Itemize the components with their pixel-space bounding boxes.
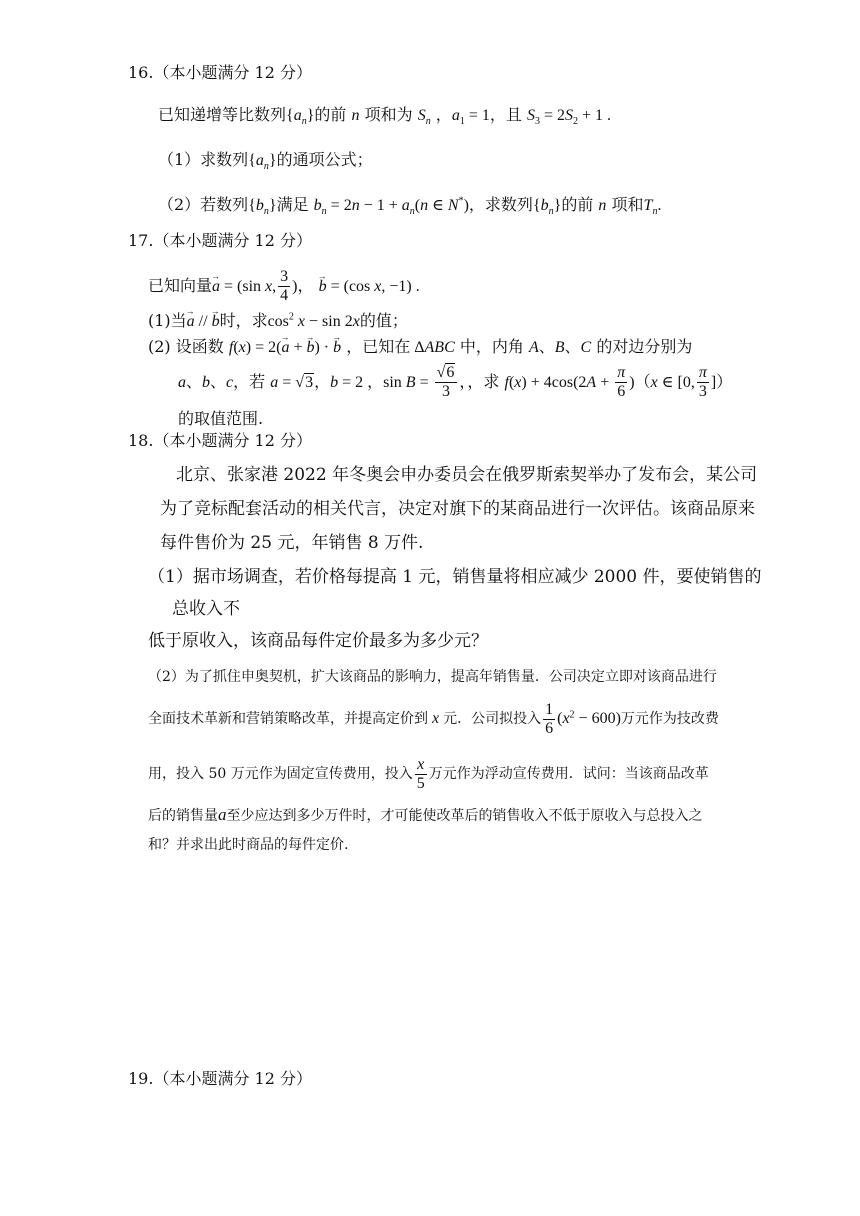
fraction-pi-6: $\frac{\pi}{6}$ [617, 364, 626, 400]
q17-part1: (1)当→ a // → b时，求$\cos^2 x - \sin 2x$的值； [148, 310, 408, 333]
q18-para-line2: 为了竞标配套活动的相关代言，决定对旗下的某商品进行一次评估。该商品原来 [160, 499, 755, 519]
fraction-sqrt6-3: $\frac{√6}{3}$ [435, 364, 458, 401]
q18-part2-line4: 后的销售量a至少应达到多少万件时，才可能使改革后的销售收入不低于原收入与总投入之 [148, 805, 703, 824]
q18-header: 18.（本小题满分 12 分） [128, 431, 312, 450]
q17-intro: 已知向量→ a = (sin x, $\frac{3}{4}$ )， → b = (cos x, −1) . [148, 266, 420, 307]
q18-part2-line1: （2）为了抓住申奥契机，扩大该商品的影响力，提高年销售量．公司决定立即对该商品进行 [148, 669, 717, 685]
fraction-3-4: $\frac{3}{4}$ [280, 268, 289, 304]
q18-para-line3: 每件售价为 25 元，年销售 8 万件. [160, 533, 424, 553]
q19-header: 19.（本小题满分 12 分） [128, 1069, 312, 1088]
q17-part2-line2: a、b、c，若 a = √3，b = 2 ，sin B = $\frac{√6}{3}$ ，，求 f(x) + 4cos(2A + $\frac{\pi}{6}$ )（x ∈ [0, $\frac{\pi}{3}$ ]） [178, 364, 733, 400]
q18-part2-line3: 用，投入 50 万元作为固定宣传费用，投入 $\frac{x}{5}$ 万元作为浮动宣传费用．试问：当该商品改革 [148, 755, 709, 792]
fraction-1-6: $\frac{1}{6}$ [545, 700, 554, 737]
q18-para-line1: 北京、张家港 2022 年冬奥会申办委员会在俄罗斯索契举办了发布会，某公司 [176, 465, 758, 485]
fraction-pi-3: $\frac{\pi}{3}$ [698, 364, 707, 400]
q17-part2-line1: (2) 设函数 f(x) = 2(→ a + → b) · → b ，已知在 ΔABC 中，内角 A、B、C 的对边分别为 [148, 336, 692, 359]
q16-part2: （2）若数列$\{b_n\}$满足 $b_n = 2n - 1 + a_n(n$ ∈ N*)，求数列$\{b_n\}$的前 n 项和$T_n$. [158, 195, 662, 218]
q18-part1-line2: 总收入不 [172, 599, 240, 619]
q16-header: 16.（本小题满分 12 分） [128, 63, 312, 82]
q18-part2-line5: 和？并求出此时商品的每件定价. [148, 837, 349, 853]
q17-part2-line3: 的取值范围. [178, 409, 264, 428]
q18-part1-line3: 低于原收入，该商品每件定价最多为多少元？ [148, 631, 488, 651]
q16-intro: 已知递增等比数列$\{a_n\}$的前 n 项和为 $S_n$ ，$a_1 = 1$，且 $S_3 = 2S_2 + 1$ . [158, 105, 612, 128]
q18-part1-line1: （1）据市场调查，若价格每提高 1 元，销售量将相应减少 2000 件，要使销售的 [148, 567, 762, 587]
q17-header: 17.（本小题满分 12 分） [128, 231, 312, 250]
q16-part1: （1）求数列$\{a_n\}$的通项公式； [158, 150, 373, 173]
fraction-x-5: $\frac{x}{5}$ [416, 755, 425, 792]
q18-part2-line2: 全面技术革新和营销策略改革，并提高定价到 x 元．公司拟投入 $\frac{1}{6}$ $(x^2 - 600)$万元作为技改费 [148, 700, 719, 737]
